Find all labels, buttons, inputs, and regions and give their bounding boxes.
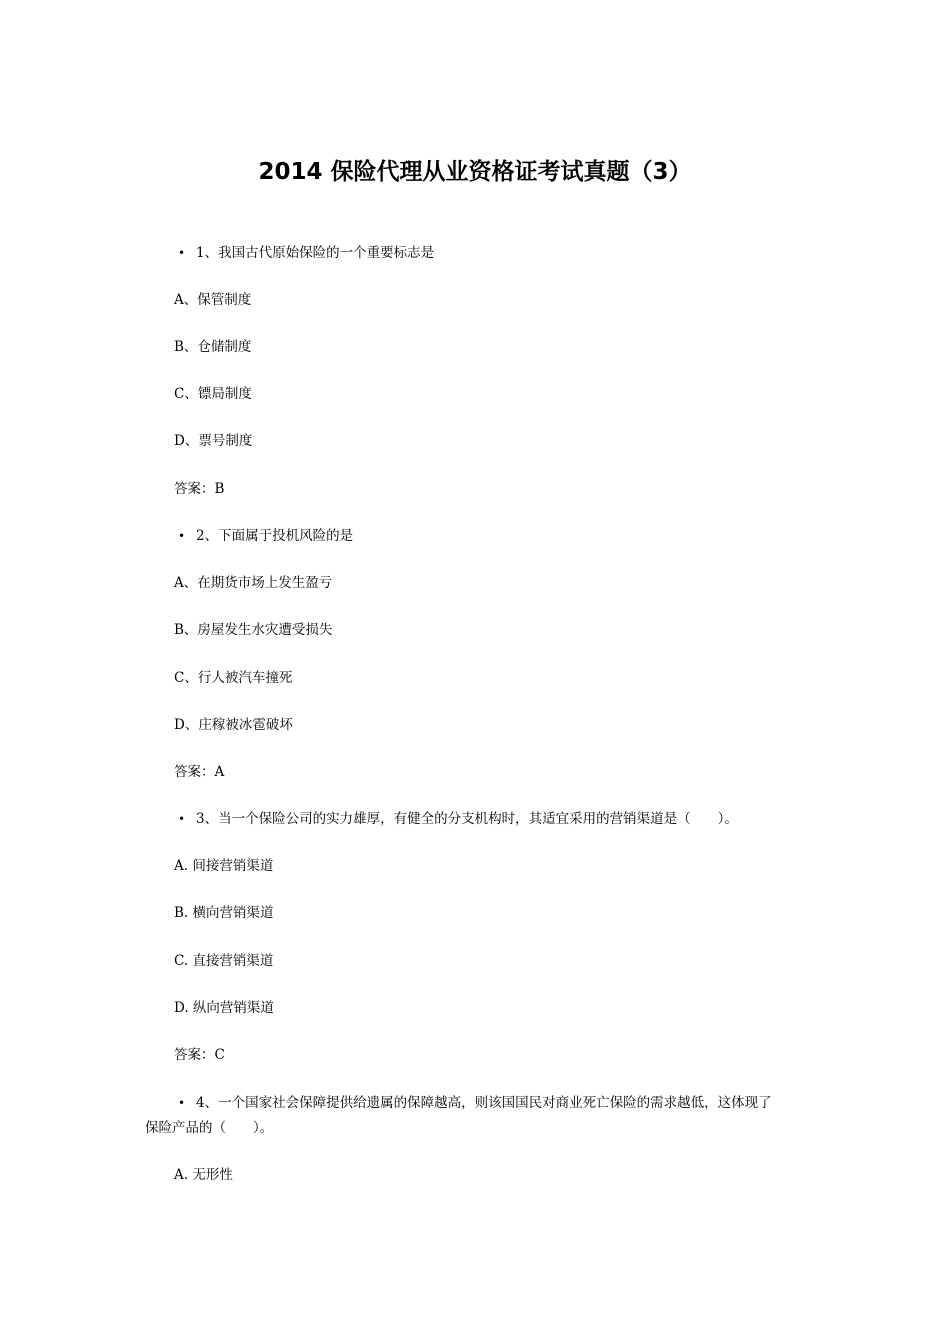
option-d: D、庄稼被冰雹破坏 [174, 717, 293, 733]
page-title: 2014 保险代理从业资格证考试真题（3） [258, 159, 692, 185]
question-stem: 1、我国古代原始保险的一个重要标志是 [196, 245, 435, 261]
answer: 答案：A [174, 764, 225, 780]
option-a: A. 间接营销渠道 [174, 858, 274, 874]
bullet-icon: • [178, 246, 186, 260]
option-a: A、保管制度 [174, 292, 252, 308]
question-stem: 4、一个国家社会保障提供给遗属的保障越高，则该国国民对商业死亡保险的需求越低，这体现了 [196, 1095, 772, 1111]
bullet-icon: • [178, 529, 186, 543]
answer: 答案：B [174, 481, 225, 497]
question-3 [178, 809, 738, 829]
option-c: C、行人被汽车撞死 [174, 670, 293, 686]
option-d: D. 纵向营销渠道 [174, 1000, 274, 1016]
question-stem-continuation: 保险产品的（ ）。 [145, 1120, 274, 1136]
option-b: B、房屋发生水灾遭受损失 [174, 622, 333, 638]
option-c: C、镖局制度 [174, 386, 252, 402]
answer: 答案：C [174, 1047, 225, 1063]
question-2 [178, 526, 353, 546]
bullet-icon: • [178, 1096, 186, 1110]
bullet-icon: • [178, 812, 186, 826]
question-stem: 2、下面属于投机风险的是 [196, 528, 354, 544]
question-1 [178, 243, 434, 263]
option-a: A. 无形性 [174, 1167, 233, 1183]
option-b: B. 横向营销渠道 [174, 905, 274, 921]
option-a: A、在期货市场上发生盈亏 [174, 575, 333, 591]
question-4 [178, 1093, 772, 1113]
option-b: B、仓储制度 [174, 339, 252, 355]
option-d: D、票号制度 [174, 433, 253, 449]
question-stem: 3、当一个保险公司的实力雄厚，有健全的分支机构时，其适宜采用的营销渠道是（ ）。 [196, 811, 738, 827]
option-c: C. 直接营销渠道 [174, 953, 274, 969]
